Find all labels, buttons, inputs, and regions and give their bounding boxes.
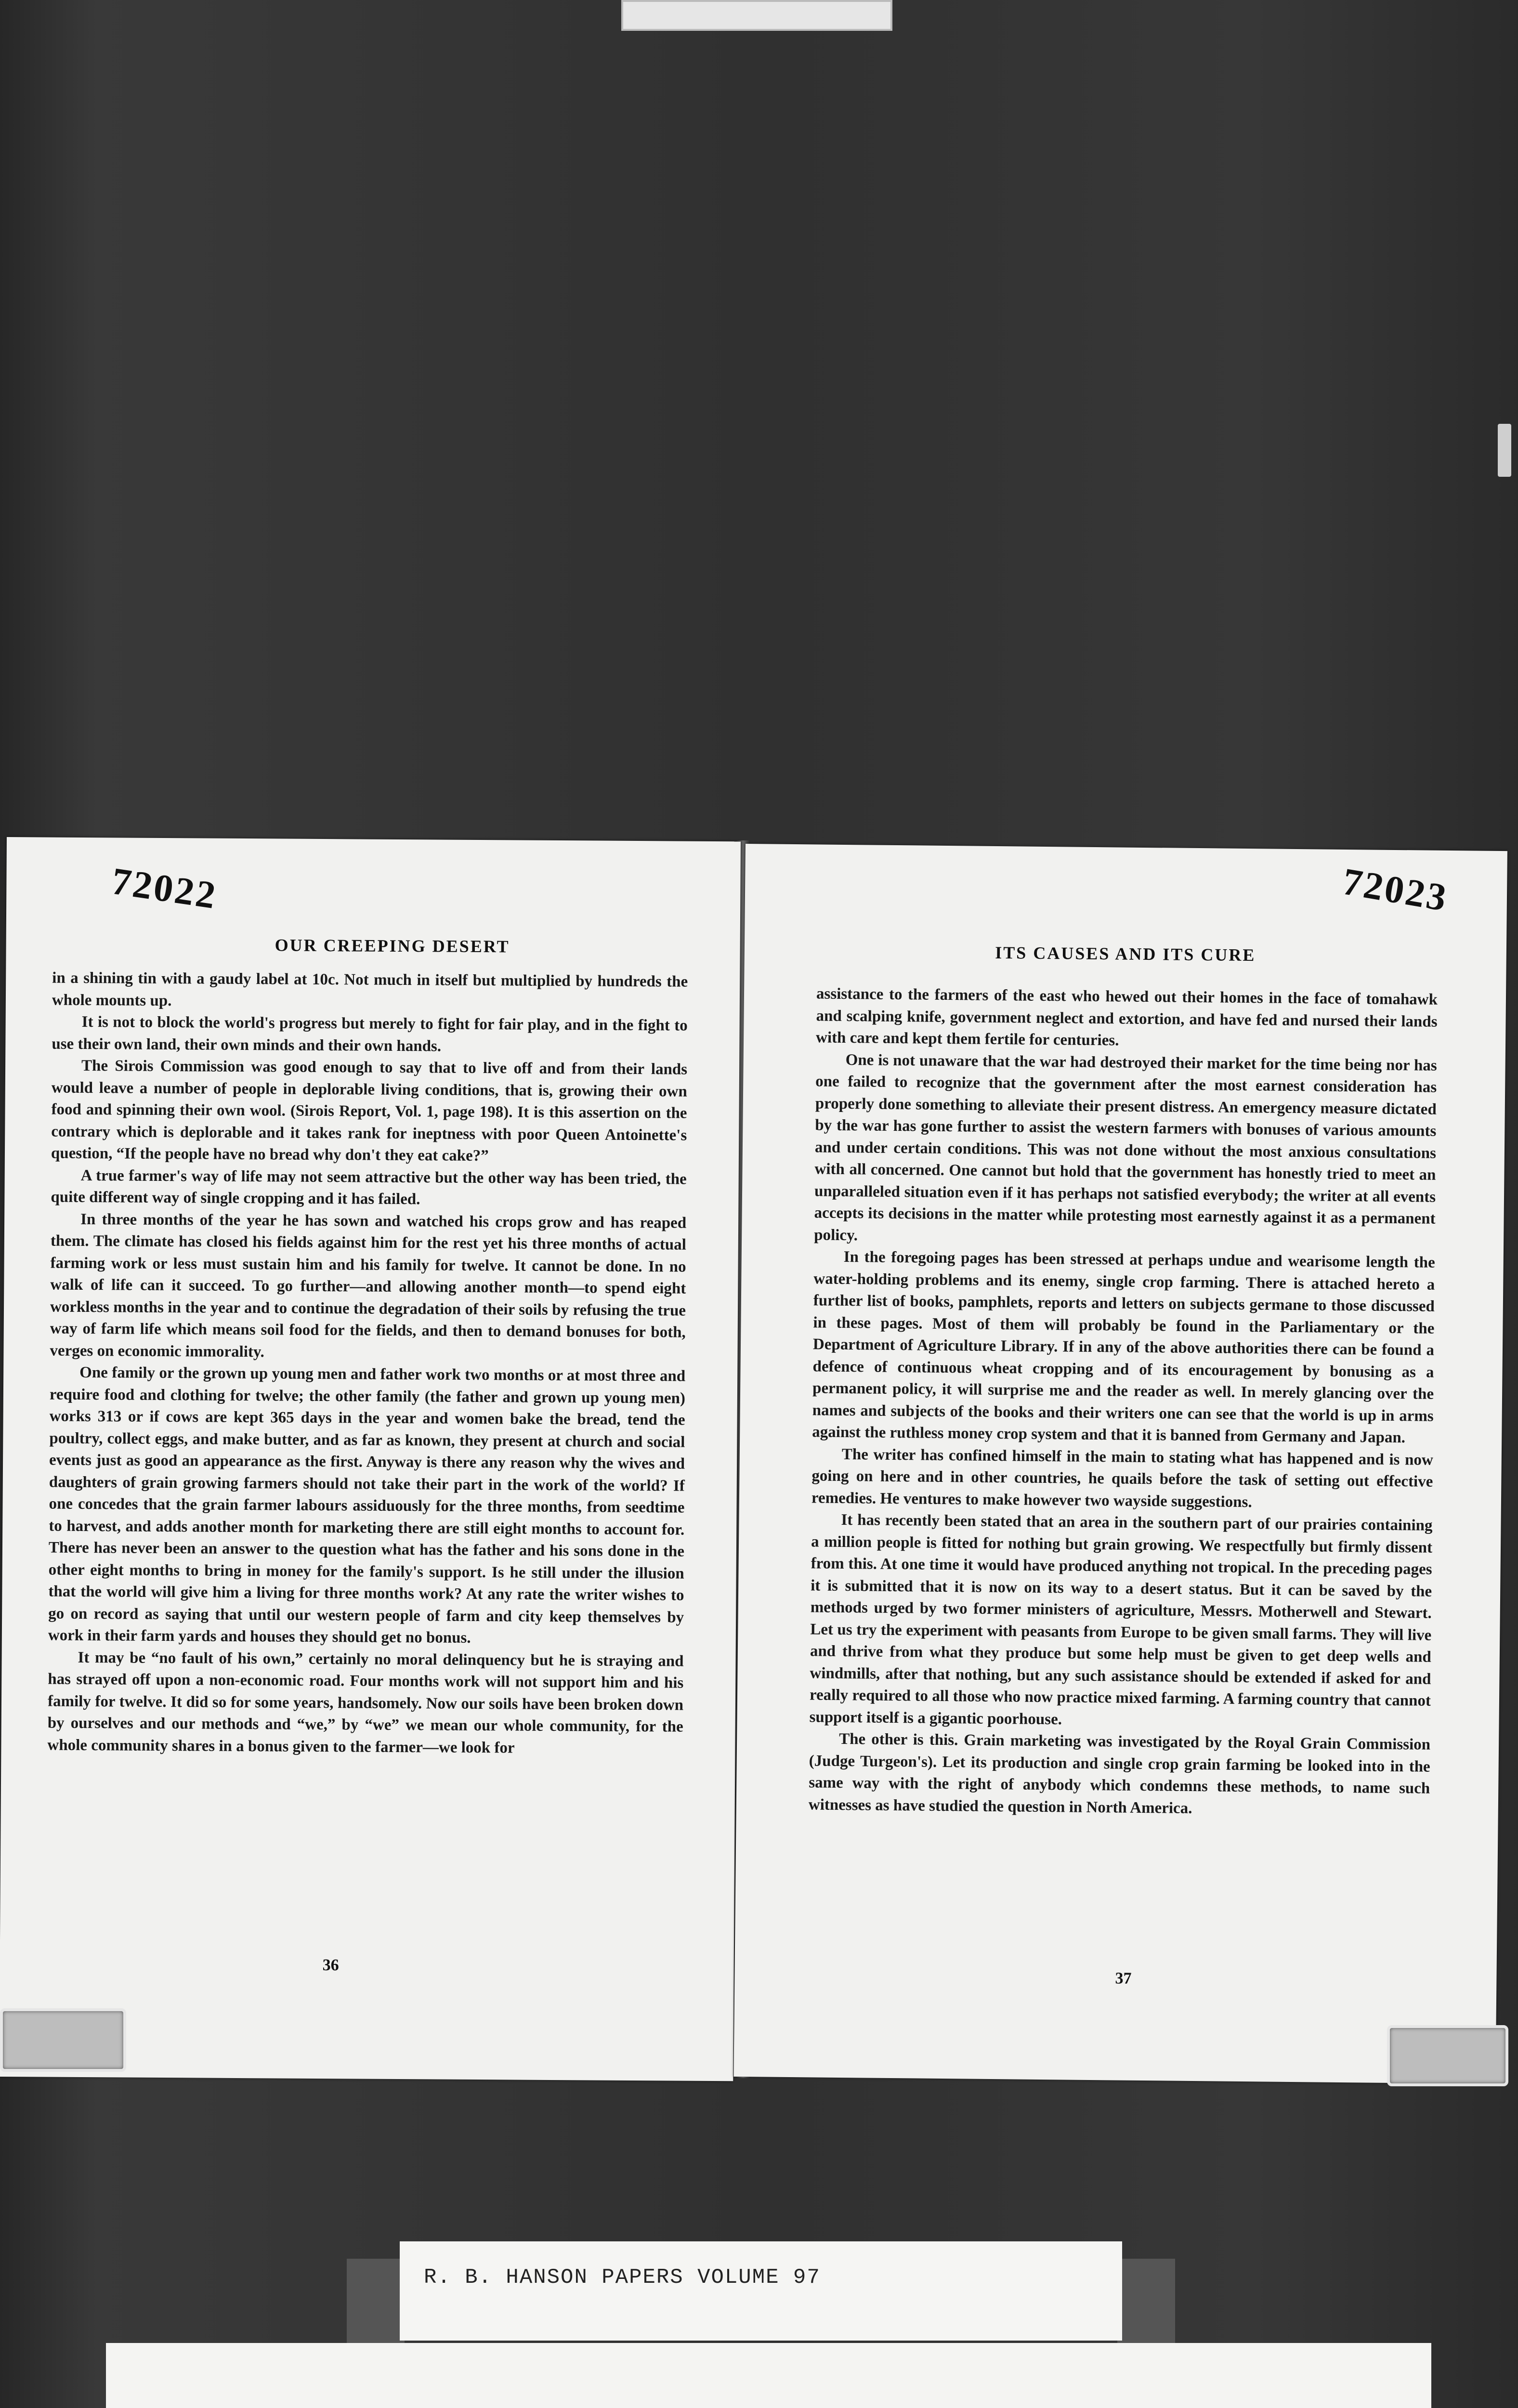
- left-page: [0, 837, 741, 2081]
- right-page-number: 37: [1115, 1969, 1132, 1988]
- paragraph: assistance to the farmers of the east who hewed out their homes in the face of tomahawk and scalping knife, government neglect and extortion, and have fed and nursed their lands with care and kept them fertile for centuries.: [815, 985, 1438, 1049]
- right-binder-clip: [1387, 2025, 1508, 2086]
- left-page-header: OUR CREEPING DESERT: [275, 935, 510, 956]
- paragraph: One is not unaware that the war had destroyed their market for the time being nor has one failed to recognize that the government after the most earnest consideration has properly done something to alleviate their present distress. An emergency measure dictated by the war has gone further to assist the western farmers with bonuses of various amounts and under certain conditions. This was not done without the most anxious consultations with all concerned. One cannot but hold that the government has honestly tried to meet an unparalleled situation even if it has perhaps not satisfied everybody; the writer at all events accepts its decisions in the matter while protesting most earnestly against it as a permanent policy.: [814, 1051, 1437, 1244]
- paragraph: It has recently been stated that an area in the southern part of our prairies containing a million people is fitted for nothing but grain growing. We respectfully but firmly dissent from this. At one time it would have produced anything not tropical. In the preceding pages it is submitted that it is now on its way to a desert status. But it can be saved by the methods urged by two former ministers of agriculture, Messrs. Motherwell and Stewart. Let us try the experiment with peasants from Europe to be given small farms. They will live and thrive from what they produce but some help must be given to get deep wells and windmills, after that nothing, but any such assistance should be extended if asked for and really required to all those who now practice mixed farming. A farming country that cannot support itself is a gigantic poorhouse.: [809, 1511, 1433, 1728]
- slip-holder-left: [347, 2259, 405, 2355]
- paragraph: The Sirois Commission was good enough to say that to live off and from their lands would leave a number of people in deplorable living conditions, that is, growing their own food and spinning their own wool. (Sirois Report, Vol. 1, page 198). It is this assertion on the contrary which is deplorable and it takes rank for ineptness with poor Queen Antoinette's question, “If the people have no bread why don't they eat cake?”: [51, 1057, 688, 1165]
- paragraph: A true farmer's way of life may not seem attractive but the other way has been tried, the quite different way of single cropping and it has failed.: [51, 1166, 687, 1208]
- right-page-header: ITS CAUSES AND ITS CURE: [995, 942, 1256, 965]
- paragraph: The writer has confined himself in the main to stating what has happened and is now going on here and in other countries, he quails before the task of setting out effective remedies. He ventures to make however two wayside suggestions.: [811, 1445, 1433, 1511]
- right-page-body: [809, 983, 1438, 1821]
- volume-slip: [400, 2241, 1122, 2341]
- paragraph: It may be “no fault of his own,” certainly no moral delinquency but he is straying and has strayed off upon a non-economic road. Four months work will not support him and his family for twelve. It did so for some years, handsomely. Now our soils have been broken down by ourselves and our methods and “we,” by “we” we mean our whole community, for the whole community shares in a bonus given to the farmer—we look for: [47, 1649, 684, 1756]
- left-page-body: [47, 968, 688, 1760]
- right-page-stamp-number: 72023: [1339, 860, 1451, 920]
- volume-slip-label: R. B. HANSON PAPERS VOLUME 97: [424, 2265, 821, 2290]
- paragraph: in a shining tin with a gaudy label at 10c. Not much in itself but multiplied by hundreds the whole mounts up.: [52, 969, 688, 1009]
- paragraph: One family or the grown up young men and father work two months or at most three and require food and clothing for twelve; the other family (the father and grown up young men) works 313 or if cows are kept 365 days in the year and women bake the bread, tend the poultry, collect eggs, and make butter, and as far as known, they present at church and social events just as good an appearance as the first. Anyway is there any reason why the wives and daughters of grain growing farmers should not take their part in the work of the world? If one concedes that the grain farmer labours assiduously for the three months, from seedtime to harvest, and adds another month for marketing there are still eight months to account for. There has never been an answer to the question what has the father and his sons done in the other eight months to bring in money for the family's support. Is he still under the illusion that the world will give him a living for three months work? At any rate the writer wishes to go on record as saying that until our western people of farm and city keep themselves by work in their farm yards and houses they should get no bonus.: [48, 1363, 686, 1647]
- top-paper-tab: [621, 0, 892, 31]
- left-page-stamp-number: 72022: [109, 860, 220, 917]
- paragraph: The other is this. Grain marketing was investigated by the Royal Grain Commission (Judge Turgeon's). Let its production and single crop grain farming be looked into in the same way with the right of anybody which condemns these methods, to name such witnesses as have studied the question in North America.: [808, 1730, 1431, 1817]
- right-edge-clip: [1498, 424, 1511, 477]
- paragraph: In the foregoing pages has been stressed at perhaps undue and wearisome length the water-holding problems and its enemy, single crop farming. There is attached hereto a further list of books, pamphlets, reports and letters on subjects germane to those discussed in these pages. Most of them will probably be found in the Parliamentary or the Department of Agriculture Library. If in any of the above authorities there can be found a defence of continuous wheat cropping and of its encouragement by bonusing as a permanent policy, it will surprise me and the reader as well. In merely glancing over the names and subjects of the books and their writers one can see that the world is up in arms against the ruthless money crop system and that it is banned from Germany and Japan.: [812, 1248, 1435, 1447]
- archive-card: [106, 2343, 1431, 2408]
- paragraph: In three months of the year he has sown and watched his crops grow and has reaped them. The climate has closed his fields against him for the rest yet his three months of actual farming work or less must sustain him and his family for twelve. It cannot be done. In no walk of life can it succeed. To go further—and allowing another month—to spend eight workless months in the year and to continue the degradation of their soils by refusing the true way of farm life which means soil food for the fields, and then to demand bonuses for both, verges on economic immorality.: [50, 1210, 687, 1361]
- left-page-number: 36: [322, 1956, 339, 1975]
- left-binder-clip: [0, 2008, 126, 2072]
- right-page: [733, 844, 1507, 2084]
- slip-holder-right: [1117, 2259, 1175, 2355]
- paragraph: It is not to block the world's progress but merely to fight for fair play, and in the fight to use their own land, their own minds and their own hands.: [52, 1013, 688, 1055]
